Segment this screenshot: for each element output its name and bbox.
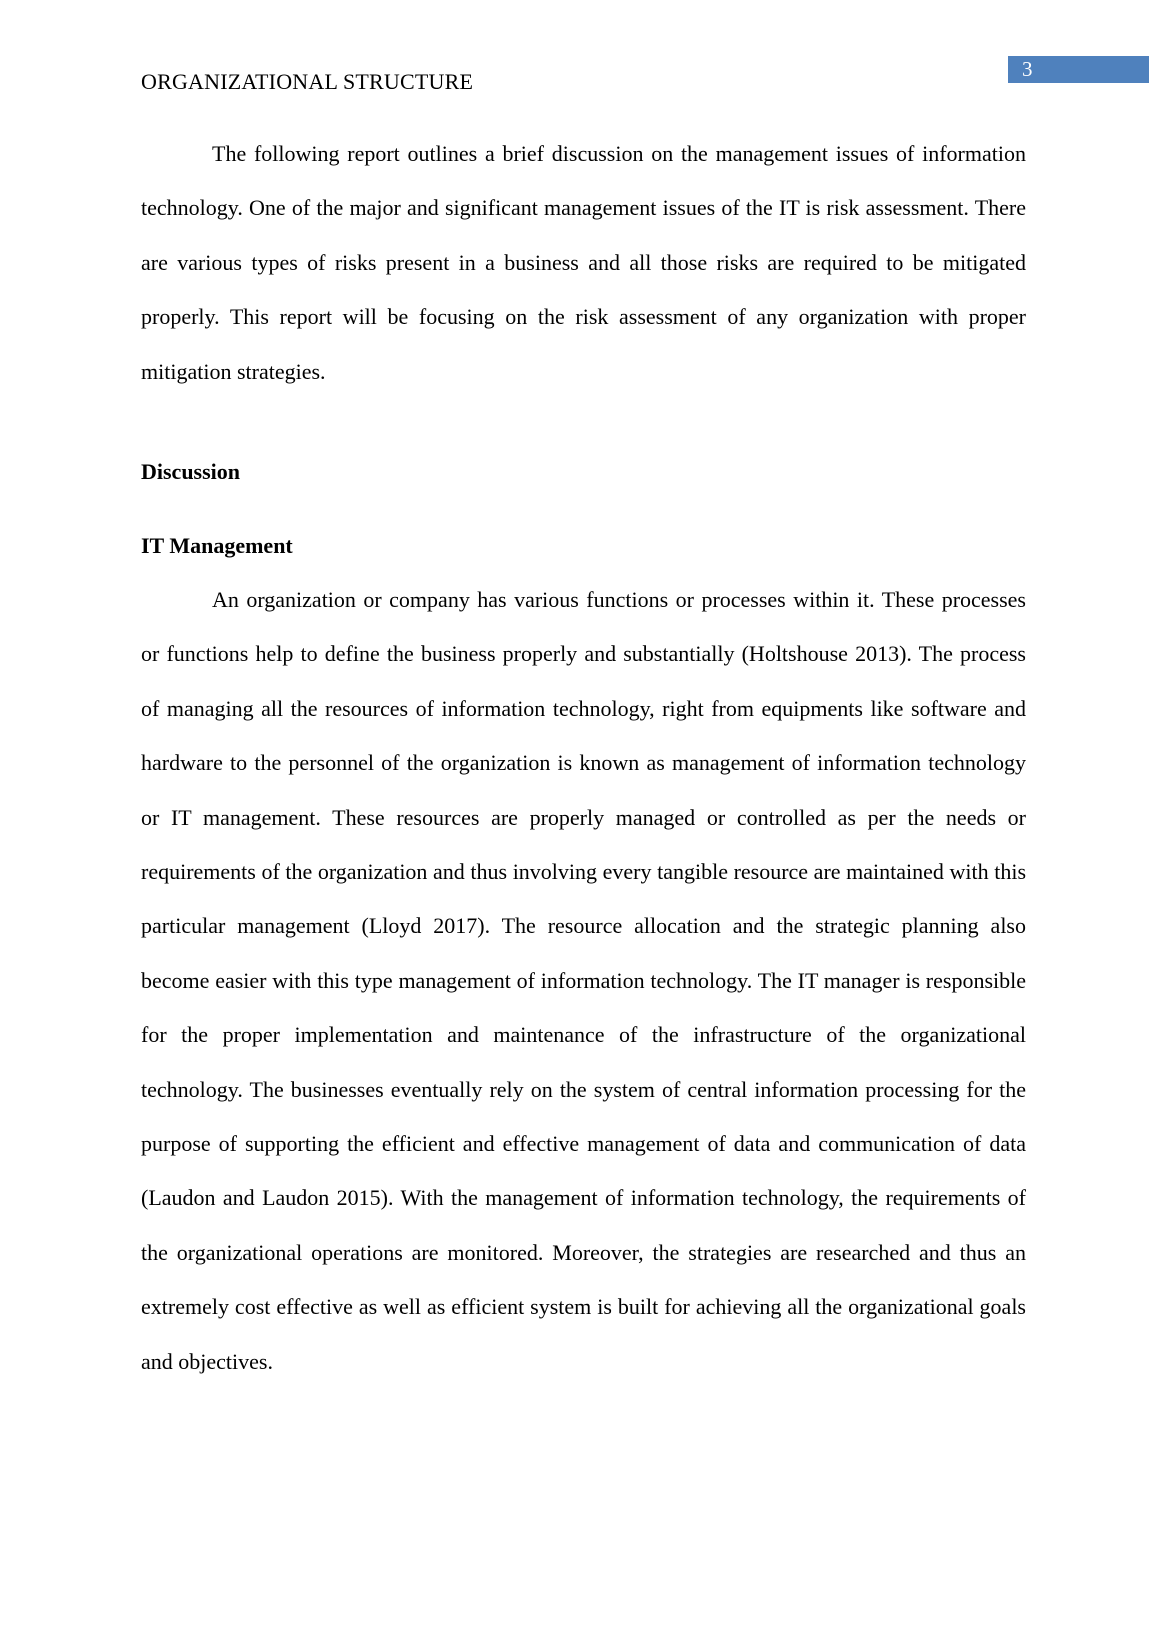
discussion-heading: Discussion: [141, 459, 241, 484]
it-management-heading: IT Management: [141, 533, 293, 558]
page-number: 3: [1022, 57, 1033, 81]
intro-paragraph: The following report outlines a brief discussion on the management issues of information technology. One of the major and significant management issues of the IT is risk assessment. There are various types of risks present in a business and all those risks are required to be mitigated properly. This report will be focusing on the risk assessment of any organization with proper mitigation strategies.: [141, 141, 1026, 384]
running-header-title: ORGANIZATIONAL STRUCTURE: [141, 69, 474, 94]
it-management-paragraph: An organization or company has various functions or processes within it. These processes or functions help to define the business properly and substantially (Holtshouse 2013). The process of managing all the resources of information technology, right from equipments like software and hardware to the personnel of the organization is known as management of information technology or IT management. These resources are properly managed or controlled as per the needs or requirements of the organization and thus involving every tangible resource are maintained with this particular management (Lloyd 2017). The resource allocation and the strategic planning also become easier with this type management of information technology. The IT manager is responsible for the proper implementation and maintenance of the infrastructure of the organizational technology. The businesses eventually rely on the system of central information processing for the purpose of supporting the efficient and effective management of data and communication of data (Laudon and Laudon 2015). With the management of information technology, the requirements of the organizational operations are monitored. Moreover, the strategies are researched and thus an extremely cost effective as well as efficient system is built for achieving all the organizational goals and objectives.: [141, 587, 1026, 1374]
page-number-badge: [1008, 56, 1149, 83]
